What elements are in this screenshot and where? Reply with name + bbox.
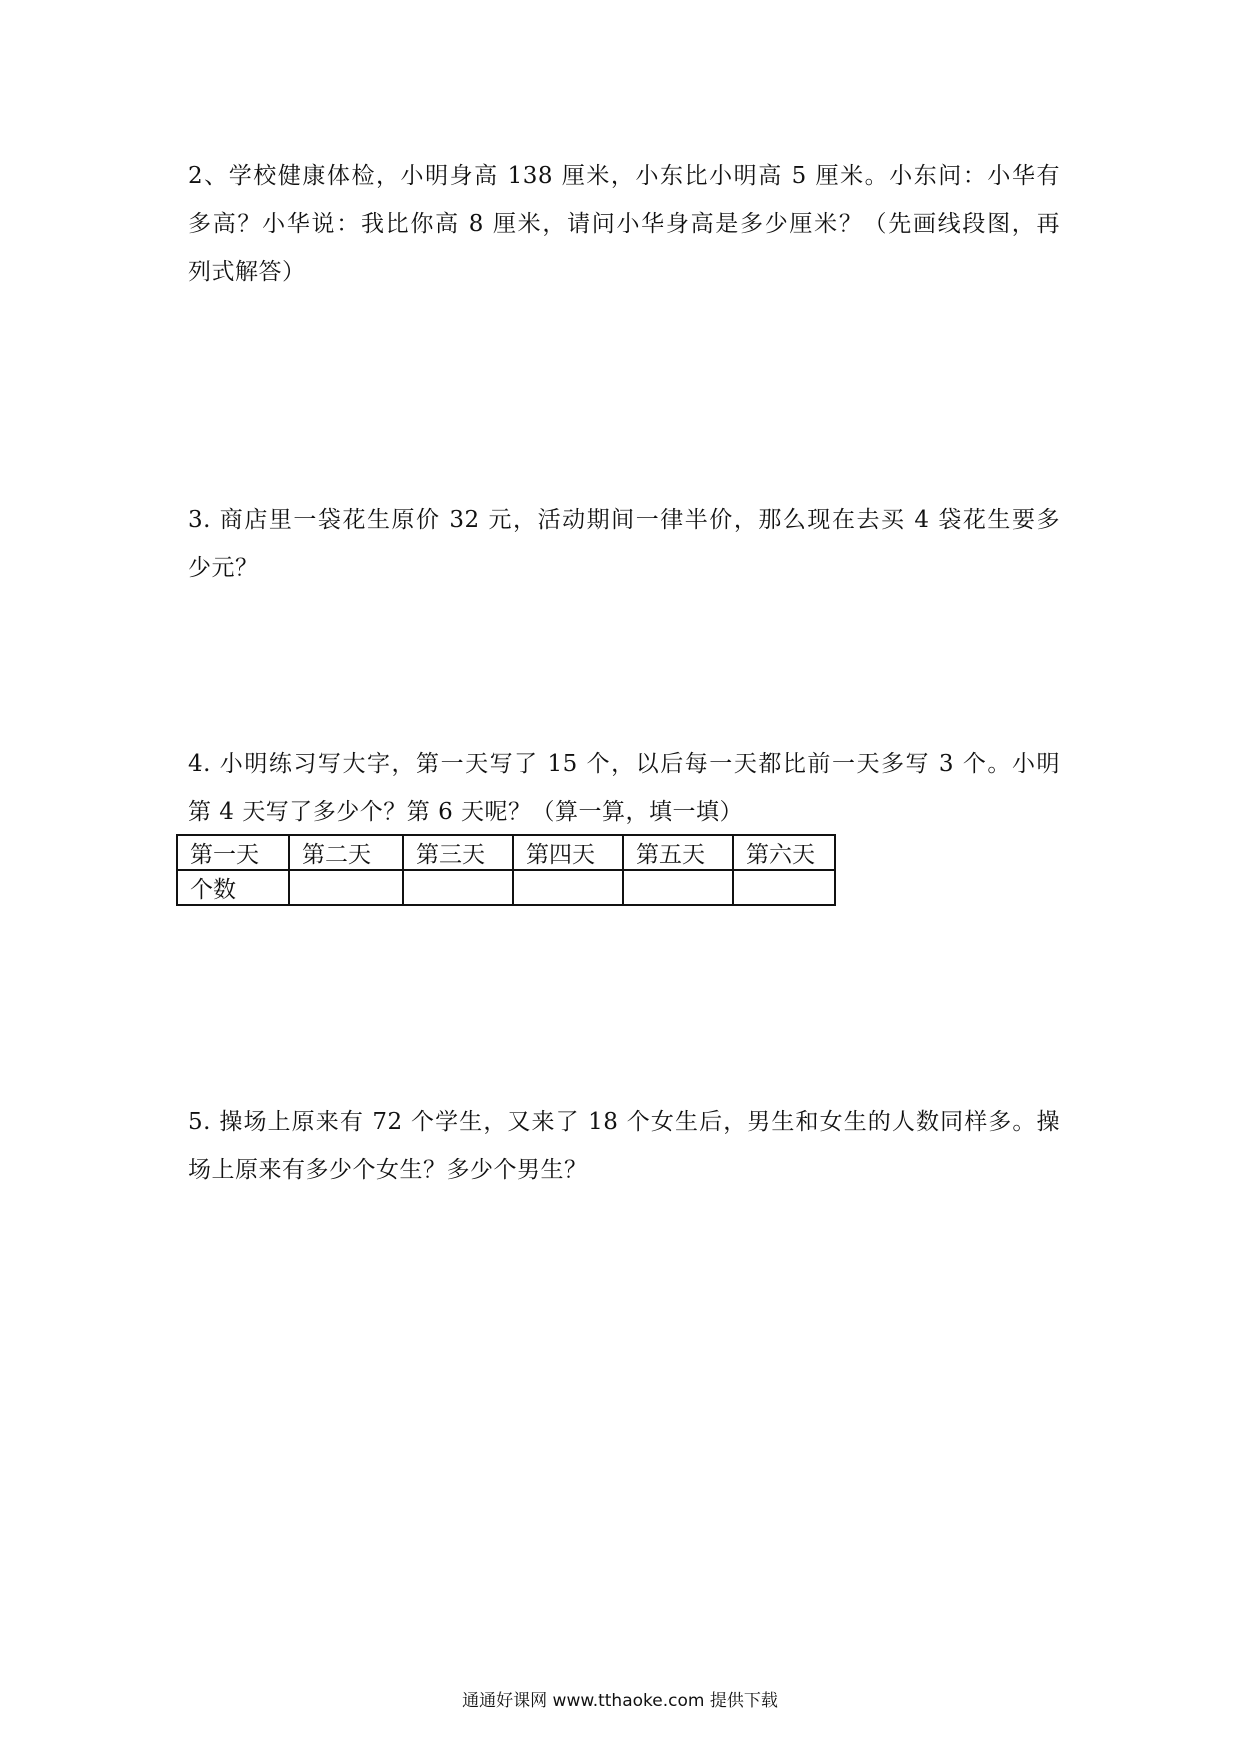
problem-2-line-2: 多高？小华说：我比你高 8 厘米，请问小华身高是多少厘米？（先画线段图，再 — [188, 211, 1060, 237]
table-header-cell: 第一天 — [177, 835, 289, 870]
page-footer: 通通好课网 www.tthaoke.com 提供下载 — [462, 1691, 778, 1711]
problem-5 — [188, 1098, 1060, 1194]
table-header-cell: 第四天 — [513, 835, 623, 870]
problem-3 — [188, 496, 1060, 592]
table-header-cell: 第六天 — [733, 835, 835, 870]
table-cell-blank — [733, 870, 835, 905]
problem-4 — [188, 740, 1060, 836]
daily-count-table — [176, 834, 836, 906]
problem-5-line-2: 场上原来有多少个女生？多少个男生？ — [188, 1157, 588, 1183]
table-row-label: 个数 — [177, 870, 289, 905]
table-header-cell: 第二天 — [289, 835, 403, 870]
table-header-cell: 第三天 — [403, 835, 513, 870]
problem-2-line-3: 列式解答） — [188, 259, 306, 285]
table-cell-blank — [513, 870, 623, 905]
problem-3-line-2: 少元？ — [188, 555, 259, 581]
table-cell-blank — [403, 870, 513, 905]
table-header-row — [177, 835, 835, 870]
table-header-cell: 第五天 — [623, 835, 733, 870]
problem-4-line-1: 4. 小明练习写大字，第一天写了 15 个，以后每一天都比前一天多写 3 个。小明 — [188, 751, 1060, 777]
problem-2-line-1: 2、学校健康体检，小明身高 138 厘米，小东比小明高 5 厘米。小东问：小华有 — [188, 163, 1060, 189]
table-cell-blank — [289, 870, 403, 905]
table-row — [177, 870, 835, 905]
problem-2 — [188, 152, 1060, 296]
problem-4-line-2: 第 4 天写了多少个？第 6 天呢？（算一算，填一填） — [188, 799, 744, 825]
problem-3-line-1: 3. 商店里一袋花生原价 32 元，活动期间一律半价，那么现在去买 4 袋花生要多 — [188, 507, 1060, 533]
problem-5-line-1: 5. 操场上原来有 72 个学生，又来了 18 个女生后，男生和女生的人数同样多。操 — [188, 1109, 1060, 1135]
table-cell-blank — [623, 870, 733, 905]
